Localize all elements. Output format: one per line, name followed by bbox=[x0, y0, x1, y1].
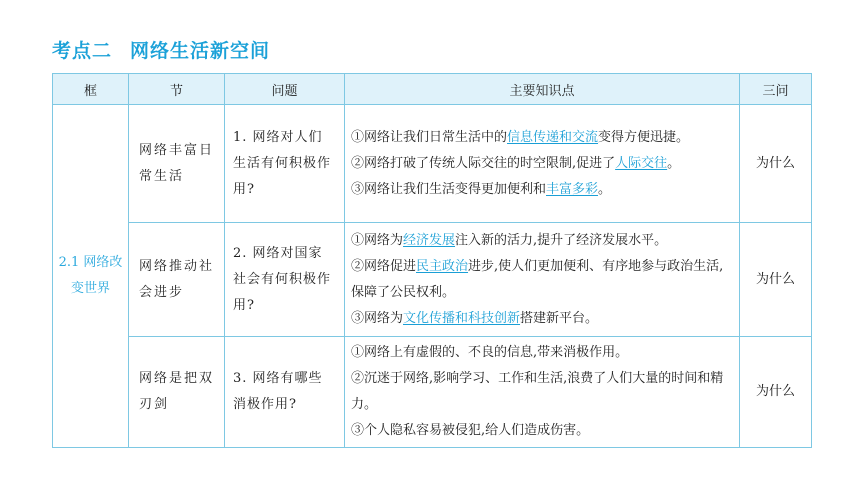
knowledge-point bbox=[351, 418, 733, 444]
header-kuang: 框 bbox=[53, 74, 129, 105]
jie-cell: 网络丰富日常生活 bbox=[129, 105, 225, 223]
knowledge-point bbox=[351, 177, 733, 203]
sanwen-cell: 为什么 bbox=[740, 105, 812, 223]
table-row bbox=[53, 105, 812, 223]
point-text: 。 bbox=[598, 181, 612, 197]
point-text: 注入新的活力,提升了经济发展水平。 bbox=[455, 232, 668, 248]
knowledge-point bbox=[351, 306, 733, 332]
zhishi-cell bbox=[345, 223, 740, 337]
point-text: 。 bbox=[667, 155, 681, 171]
keyword: 民主政治 bbox=[416, 258, 469, 274]
header-zhishi: 主要知识点 bbox=[345, 74, 740, 105]
point-text: ②网络打破了传统人际交往的时空限制,促进了 bbox=[351, 155, 616, 171]
knowledge-point bbox=[351, 151, 733, 177]
table-row bbox=[53, 223, 812, 337]
point-text: ①网络上有虚假的、不良的信息,带来消极作用。 bbox=[351, 345, 629, 360]
point-text: 搭建新平台。 bbox=[520, 310, 599, 326]
knowledge-point bbox=[351, 340, 733, 366]
point-text: ②沉迷于网络,影响学习、工作和生活,浪费了人们大量的时间和精力。 bbox=[351, 371, 724, 412]
zhishi-cell bbox=[345, 105, 740, 223]
keyword: 文化传播和科技创新 bbox=[403, 310, 521, 326]
keyword: 经济发展 bbox=[403, 232, 456, 248]
point-text: ③网络让我们生活变得更加便利和 bbox=[351, 181, 547, 197]
table-row bbox=[53, 337, 812, 448]
knowledge-point bbox=[351, 366, 733, 418]
point-text: ①网络让我们日常生活中的 bbox=[351, 129, 508, 145]
title-part1: 考点二 bbox=[52, 40, 113, 62]
wenti-cell: 2. 网络对国家社会有何积极作用? bbox=[225, 223, 345, 337]
sanwen-cell: 为什么 bbox=[740, 337, 812, 448]
page-title bbox=[52, 36, 270, 66]
point-text: ③网络为 bbox=[351, 310, 404, 326]
jie-cell: 网络是把双刃剑 bbox=[129, 337, 225, 448]
knowledge-point bbox=[351, 125, 733, 151]
knowledge-table bbox=[52, 73, 812, 448]
sanwen-cell: 为什么 bbox=[740, 223, 812, 337]
knowledge-point bbox=[351, 254, 733, 306]
title-part2: 网络生活新空间 bbox=[130, 40, 271, 62]
jie-cell: 网络推动社会进步 bbox=[129, 223, 225, 337]
zhishi-cell bbox=[345, 337, 740, 448]
header-wenti: 问题 bbox=[225, 74, 345, 105]
table-header-row bbox=[53, 74, 812, 105]
keyword: 人际交往 bbox=[615, 155, 668, 171]
keyword: 信息传递和交流 bbox=[507, 129, 599, 145]
point-text: ②网络促进 bbox=[351, 258, 417, 274]
header-jie: 节 bbox=[129, 74, 225, 105]
knowledge-point bbox=[351, 228, 733, 254]
wenti-cell: 1. 网络对人们生活有何积极作用? bbox=[225, 105, 345, 223]
point-text: 变得方便迅捷。 bbox=[598, 129, 690, 145]
point-text: ①网络为 bbox=[351, 232, 404, 248]
keyword: 丰富多彩 bbox=[546, 181, 599, 197]
point-text: ③个人隐私容易被侵犯,给人们造成伤害。 bbox=[351, 423, 590, 438]
header-sanwen: 三问 bbox=[740, 74, 812, 105]
wenti-cell: 3. 网络有哪些消极作用? bbox=[225, 337, 345, 448]
point-text: 进步,使人们更加便利、有序地参与政治生活,保障了公民权利。 bbox=[351, 258, 724, 300]
kuang-cell: 2.1 网络改变世界 bbox=[53, 105, 129, 448]
